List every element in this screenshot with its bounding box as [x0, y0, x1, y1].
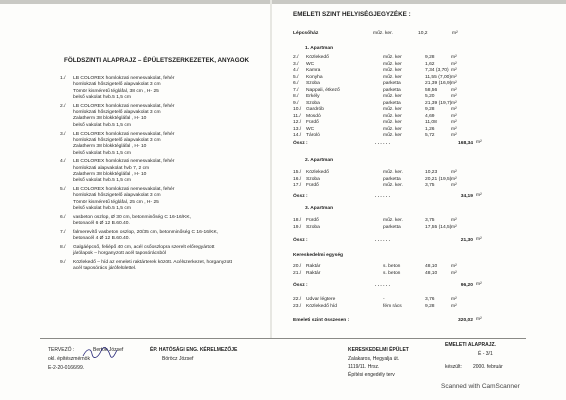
room-name: Erkély	[306, 94, 320, 99]
room-name: Szoba	[306, 100, 320, 106]
item-description	[73, 159, 174, 184]
room-number: 7./	[293, 87, 299, 93]
room-surface: műz. ker	[383, 68, 402, 73]
item-number: 6./	[60, 214, 66, 220]
room-number: 17./	[293, 183, 302, 188]
item-line: betonacél 6 Ø 12 B.60.40.	[73, 221, 130, 227]
item-line: belső vakolat hvb.5 1,5 cm	[73, 206, 131, 212]
total-value: 34,19	[460, 194, 473, 199]
room-number: 4./	[293, 68, 299, 73]
room-area: 3,75	[425, 183, 435, 188]
room-unit: m²	[451, 183, 457, 188]
room-number: 15./	[293, 170, 302, 175]
apartment-1-heading: 1. Apartman	[305, 46, 334, 51]
room-unit: m²	[451, 113, 457, 119]
building-address: Zalakaros, Hegyalja út.	[348, 356, 400, 362]
room-name: Kamra	[306, 68, 321, 73]
item-number: 9./	[60, 260, 66, 266]
room-area: 3,76	[425, 297, 435, 302]
room-number: 19./	[293, 224, 302, 230]
apartment-3-total	[293, 238, 473, 245]
item-line: Közlekedő – híd az emeleti raktárterek között. Acélszerkezet, horganyzott	[73, 260, 233, 266]
room-number: 13./	[293, 126, 302, 132]
grand-total-label: Emeleti szint összesen :	[293, 318, 350, 323]
room-name: Tároló	[306, 133, 320, 138]
item-line: acél taposórács járófelülettel.	[73, 266, 137, 272]
designer-id: E-2-20-0166/99.	[48, 365, 85, 371]
unit-label: m²	[476, 317, 482, 322]
room-area: 11,55 (7,00)	[425, 74, 452, 80]
sheet-title: EMELETI ALAPRAJZ.	[445, 342, 496, 348]
room-area: 9,28	[425, 107, 435, 112]
apartment-2-heading: 2. Apartman	[305, 158, 334, 163]
item-number: 1./	[60, 76, 66, 81]
room-area: 11,08	[425, 120, 437, 125]
total-value: 96,20	[460, 283, 473, 288]
building-lot: 1119/11. Hrsz.	[348, 364, 380, 370]
item-line: Zalatherm 38 blokktégláfal , H- 10	[73, 144, 147, 150]
unit-label: m²	[476, 193, 482, 198]
room-unit: m²	[451, 81, 457, 86]
material-item	[60, 187, 275, 212]
unit-label: m²	[452, 31, 458, 36]
made-date: 2000. február	[473, 364, 503, 370]
room-name: WC	[306, 126, 315, 132]
room-unit: m²	[451, 100, 457, 106]
scan-edge	[0, 0, 566, 4]
apartment-3-heading: 3. Apartman	[305, 206, 334, 211]
room-number: 11./	[293, 113, 301, 119]
room-number: 21./	[293, 270, 302, 276]
room-unit: m²	[451, 270, 457, 276]
leader-dots: . . . . . .	[375, 194, 390, 199]
room-name: Szoba	[306, 81, 320, 86]
room-unit: m²	[451, 218, 457, 223]
material-item	[60, 230, 275, 243]
item-line: homlokzati alapvakolat hvb 7, 2 cm	[73, 165, 150, 171]
item-line: belső vakolat hvb.5 1,5 cm	[73, 122, 131, 128]
item-number: 8./	[60, 244, 66, 250]
footer-divider	[40, 338, 526, 339]
room-number: 8./	[293, 94, 299, 99]
item-number: 5./	[60, 187, 66, 193]
building-title: KERESKEDELMI ÉPÜLET	[348, 347, 409, 353]
room-name: Gardrób	[306, 107, 324, 112]
item-number: 3./	[60, 131, 66, 137]
unit-label: m²	[476, 282, 482, 287]
grand-total-value: 320,02	[458, 318, 473, 323]
room-name: WC	[306, 61, 315, 67]
item-line: LB COLOREX homlokzati nemesvakolat, fehér	[73, 103, 175, 109]
item-line: Zalatherm 38 blokktégláfal , H- 10	[73, 171, 147, 177]
room-surface: műz. ker	[383, 55, 402, 60]
room-number: 16./	[293, 176, 302, 182]
room-unit: m²	[451, 61, 457, 67]
commercial-total	[293, 283, 473, 290]
room-area: 9,28	[425, 55, 435, 60]
room-area: 20,21 (19,5)	[425, 176, 452, 182]
item-description	[73, 230, 218, 243]
material-item	[60, 260, 275, 273]
stair-surface: műz. ker.	[373, 31, 393, 36]
material-item	[60, 159, 275, 184]
designer-label: TERVEZŐ :	[48, 347, 75, 353]
room-name: Közlekedő	[306, 55, 329, 60]
room-area: 1,26	[425, 126, 435, 132]
room-area: 7,34 (3,70)	[425, 68, 449, 73]
room-name: Közlekedő híd	[306, 303, 337, 309]
item-description	[73, 76, 174, 101]
grand-total	[293, 318, 473, 325]
stair-label: Lépcsőház	[293, 31, 319, 36]
room-surface: s. beton	[383, 264, 401, 269]
authority-title: ÉP. HATÓSÁGI ENG. KÉRELMEZŐJE	[150, 347, 238, 353]
left-section-title: FÖLDSZINTI ALAPRAJZ – ÉPÜLETSZERKEZETEK, ANYAGOK	[64, 57, 250, 64]
room-number: 10./	[293, 107, 302, 112]
apartment-2-total	[293, 194, 473, 201]
room-area: 3,75	[425, 218, 435, 223]
room-unit: m²	[451, 264, 457, 269]
room-surface: műz. ker.	[383, 170, 403, 175]
item-line: LB COLOREX homlokzati nemesvakolat, fehér	[73, 131, 175, 137]
room-area: 5,20	[425, 94, 435, 99]
item-number: 2./	[60, 103, 66, 109]
room-name: Nappali, étkező	[306, 87, 340, 93]
item-description	[73, 260, 232, 273]
room-name: Fürdő	[306, 183, 319, 188]
room-unit: m²	[451, 297, 457, 302]
room-surface: műz. ker	[383, 133, 402, 138]
room-unit: m²	[451, 74, 457, 80]
room-surface: műz. ker.	[383, 183, 403, 188]
room-surface: s. beton	[383, 270, 401, 276]
apartment-1-total	[293, 141, 473, 148]
item-line: Tömör kisméretű tégláfal, 38 cm , H- 25	[73, 88, 159, 94]
room-unit: m²	[451, 224, 457, 230]
room-area: 21,39 (16,9)	[425, 81, 452, 86]
room-number: 20./	[293, 264, 302, 269]
item-description	[73, 245, 214, 258]
building-plan: Építési engedély terv	[348, 372, 395, 378]
room-surface: parketta	[383, 100, 401, 106]
room-name: Raktár	[306, 270, 321, 276]
room-surface: műz. ker.	[383, 218, 403, 223]
room-area: 9,28	[425, 303, 435, 309]
item-line: járólapok – horganyzott acél taposórácsból	[73, 251, 166, 257]
material-item	[60, 76, 275, 101]
room-number: 6./	[293, 81, 299, 86]
scanner-watermark: Scanned with CamScanner	[441, 383, 520, 390]
item-line: homlokzati hőszigetelő alapvakolat 3 cm	[73, 137, 161, 143]
room-area: 17,55 (14,5)	[425, 224, 452, 230]
room-surface: műz. ker	[383, 94, 402, 99]
made-label: készült:	[445, 364, 462, 370]
item-line: betonacél 4 Ø 12 B.60.40.	[73, 236, 130, 242]
item-line: LB COLOREX homlokzati nemesvakolat, fehér	[73, 76, 175, 81]
room-number: 3./	[293, 61, 299, 67]
room-area: 10,23	[425, 170, 438, 175]
room-number: 14./	[293, 133, 302, 138]
room-unit: m²	[451, 176, 457, 182]
room-surface: műz. ker	[383, 113, 402, 119]
room-surface: fém rács	[383, 303, 402, 309]
room-unit: m²	[451, 126, 457, 132]
room-unit: m²	[451, 120, 457, 125]
material-item	[60, 104, 275, 129]
room-surface: műz. ker	[383, 126, 402, 132]
designer-name: Bertók József	[93, 347, 124, 353]
room-number: 2./	[293, 55, 299, 60]
item-line: belső vakolat hvb.5 1,5 cm	[73, 95, 131, 101]
room-area: 58,56	[425, 87, 438, 93]
item-line: homlokzati hőszigetelő alapvakolat 3 cm	[73, 82, 161, 88]
room-name: Szoba	[306, 176, 320, 182]
total-label: Össz :	[293, 194, 308, 199]
item-line: LB COLOREX homlokzati nemesvakolat, fehér	[73, 187, 175, 193]
materials-list	[60, 76, 275, 275]
item-description	[73, 215, 191, 228]
room-surface: műz. ker	[383, 120, 402, 125]
unit-label: m²	[476, 237, 482, 242]
item-line: homlokzati hőszigetelő alapvakolat 3 cm	[73, 110, 161, 116]
item-line: Zalatherm 38 blokktégláfal , H- 10	[73, 116, 147, 122]
room-number: 5./	[293, 74, 299, 80]
room-unit: m²	[451, 107, 457, 112]
room-surface: parketta	[383, 224, 401, 230]
room-area: 48,10	[425, 270, 438, 276]
room-number: 22./	[293, 297, 302, 302]
item-number: 7./	[60, 229, 66, 235]
item-line: belső vakolat hvb.5 1,5 cm	[73, 150, 131, 156]
room-name: Udvar légtere	[306, 297, 336, 302]
room-list-title: EMELETI SZINT HELYISÉGJEGYZÉKE :	[293, 11, 411, 18]
room-name: Konyha	[306, 74, 323, 80]
room-name: Fürdő	[306, 120, 319, 125]
total-label: Össz :	[293, 283, 308, 288]
room-number: 9./	[293, 100, 299, 106]
total-label: Össz :	[293, 238, 308, 243]
room-unit: m²	[451, 87, 457, 93]
room-number: 23./	[293, 303, 302, 309]
total-value: 21,30	[460, 238, 473, 243]
item-line: belső vakolat hvb.5 1,5 cm	[73, 178, 131, 184]
room-unit: m²	[451, 170, 457, 175]
room-name: Mosdó	[306, 113, 321, 119]
room-unit: m²	[451, 133, 457, 138]
item-line: Galgáépcső, feliépő 40 cm, acél csőoszlopra szerelt előregyártott	[73, 244, 215, 250]
designer-signature	[82, 346, 118, 360]
room-surface: műz. ker	[383, 61, 402, 67]
material-item	[60, 215, 275, 228]
room-name: Fürdő	[306, 218, 319, 223]
room-area: 4,69	[425, 113, 435, 119]
stair-area: 10,2	[418, 31, 428, 36]
item-line: falmerevítő vasbeton oszlop, 20/35 cm, betonminőség C 16-16/KK,	[73, 229, 219, 235]
item-description	[73, 104, 174, 129]
item-line: Tömör kisméretű tégláfal, 25 cm , H- 25	[73, 199, 159, 205]
unit-label: m²	[476, 140, 482, 145]
room-surface: műz. ker	[383, 74, 402, 80]
item-number: 4./	[60, 159, 66, 165]
room-name: Közlekedő	[306, 170, 329, 175]
item-line: vasbeton oszlop, Ø 30 cm, betonminőség C 16-16/KK,	[73, 214, 191, 220]
item-line: LB COLOREX homlokzati nemesvakolat, fehér	[73, 159, 175, 165]
room-surface: műz. ker	[383, 107, 402, 112]
commercial-heading: Kereskedelmi egység	[293, 253, 344, 258]
room-surface: parketta	[383, 87, 401, 93]
room-area: 1,62	[425, 61, 435, 67]
room-surface: parketta	[383, 81, 401, 86]
material-item	[60, 245, 275, 258]
room-name: Raktár	[306, 264, 321, 269]
room-unit: m²	[451, 303, 457, 309]
material-item	[60, 132, 275, 157]
total-label: Össz :	[293, 141, 308, 146]
item-line: homlokzati hőszigetelő alapvakolat 3 cm	[73, 193, 161, 199]
leader-dots: . . . . . .	[375, 238, 390, 243]
room-unit: m²	[451, 94, 457, 99]
room-surface: -	[383, 297, 385, 302]
room-surface: parketta	[383, 176, 401, 182]
authority-name: Böröcz József	[162, 356, 194, 362]
room-number: 18./	[293, 218, 302, 223]
designer-title: okl. építészmérnök	[48, 356, 90, 362]
room-unit: m²	[451, 55, 457, 60]
room-area: 21,39 (19,7)	[425, 100, 452, 106]
room-number: 12./	[293, 120, 302, 125]
room-area: 5,72	[425, 133, 435, 138]
item-description	[73, 132, 174, 157]
room-name: Szoba	[306, 224, 320, 230]
total-value: 168,34	[458, 141, 473, 146]
item-description	[73, 187, 174, 212]
room-area: 48,10	[425, 264, 438, 269]
room-unit: m²	[451, 68, 457, 73]
leader-dots: . . . . . .	[375, 283, 390, 288]
sheet-code: É - 3/1	[478, 351, 493, 357]
leader-dots: . . . . . .	[375, 141, 390, 146]
